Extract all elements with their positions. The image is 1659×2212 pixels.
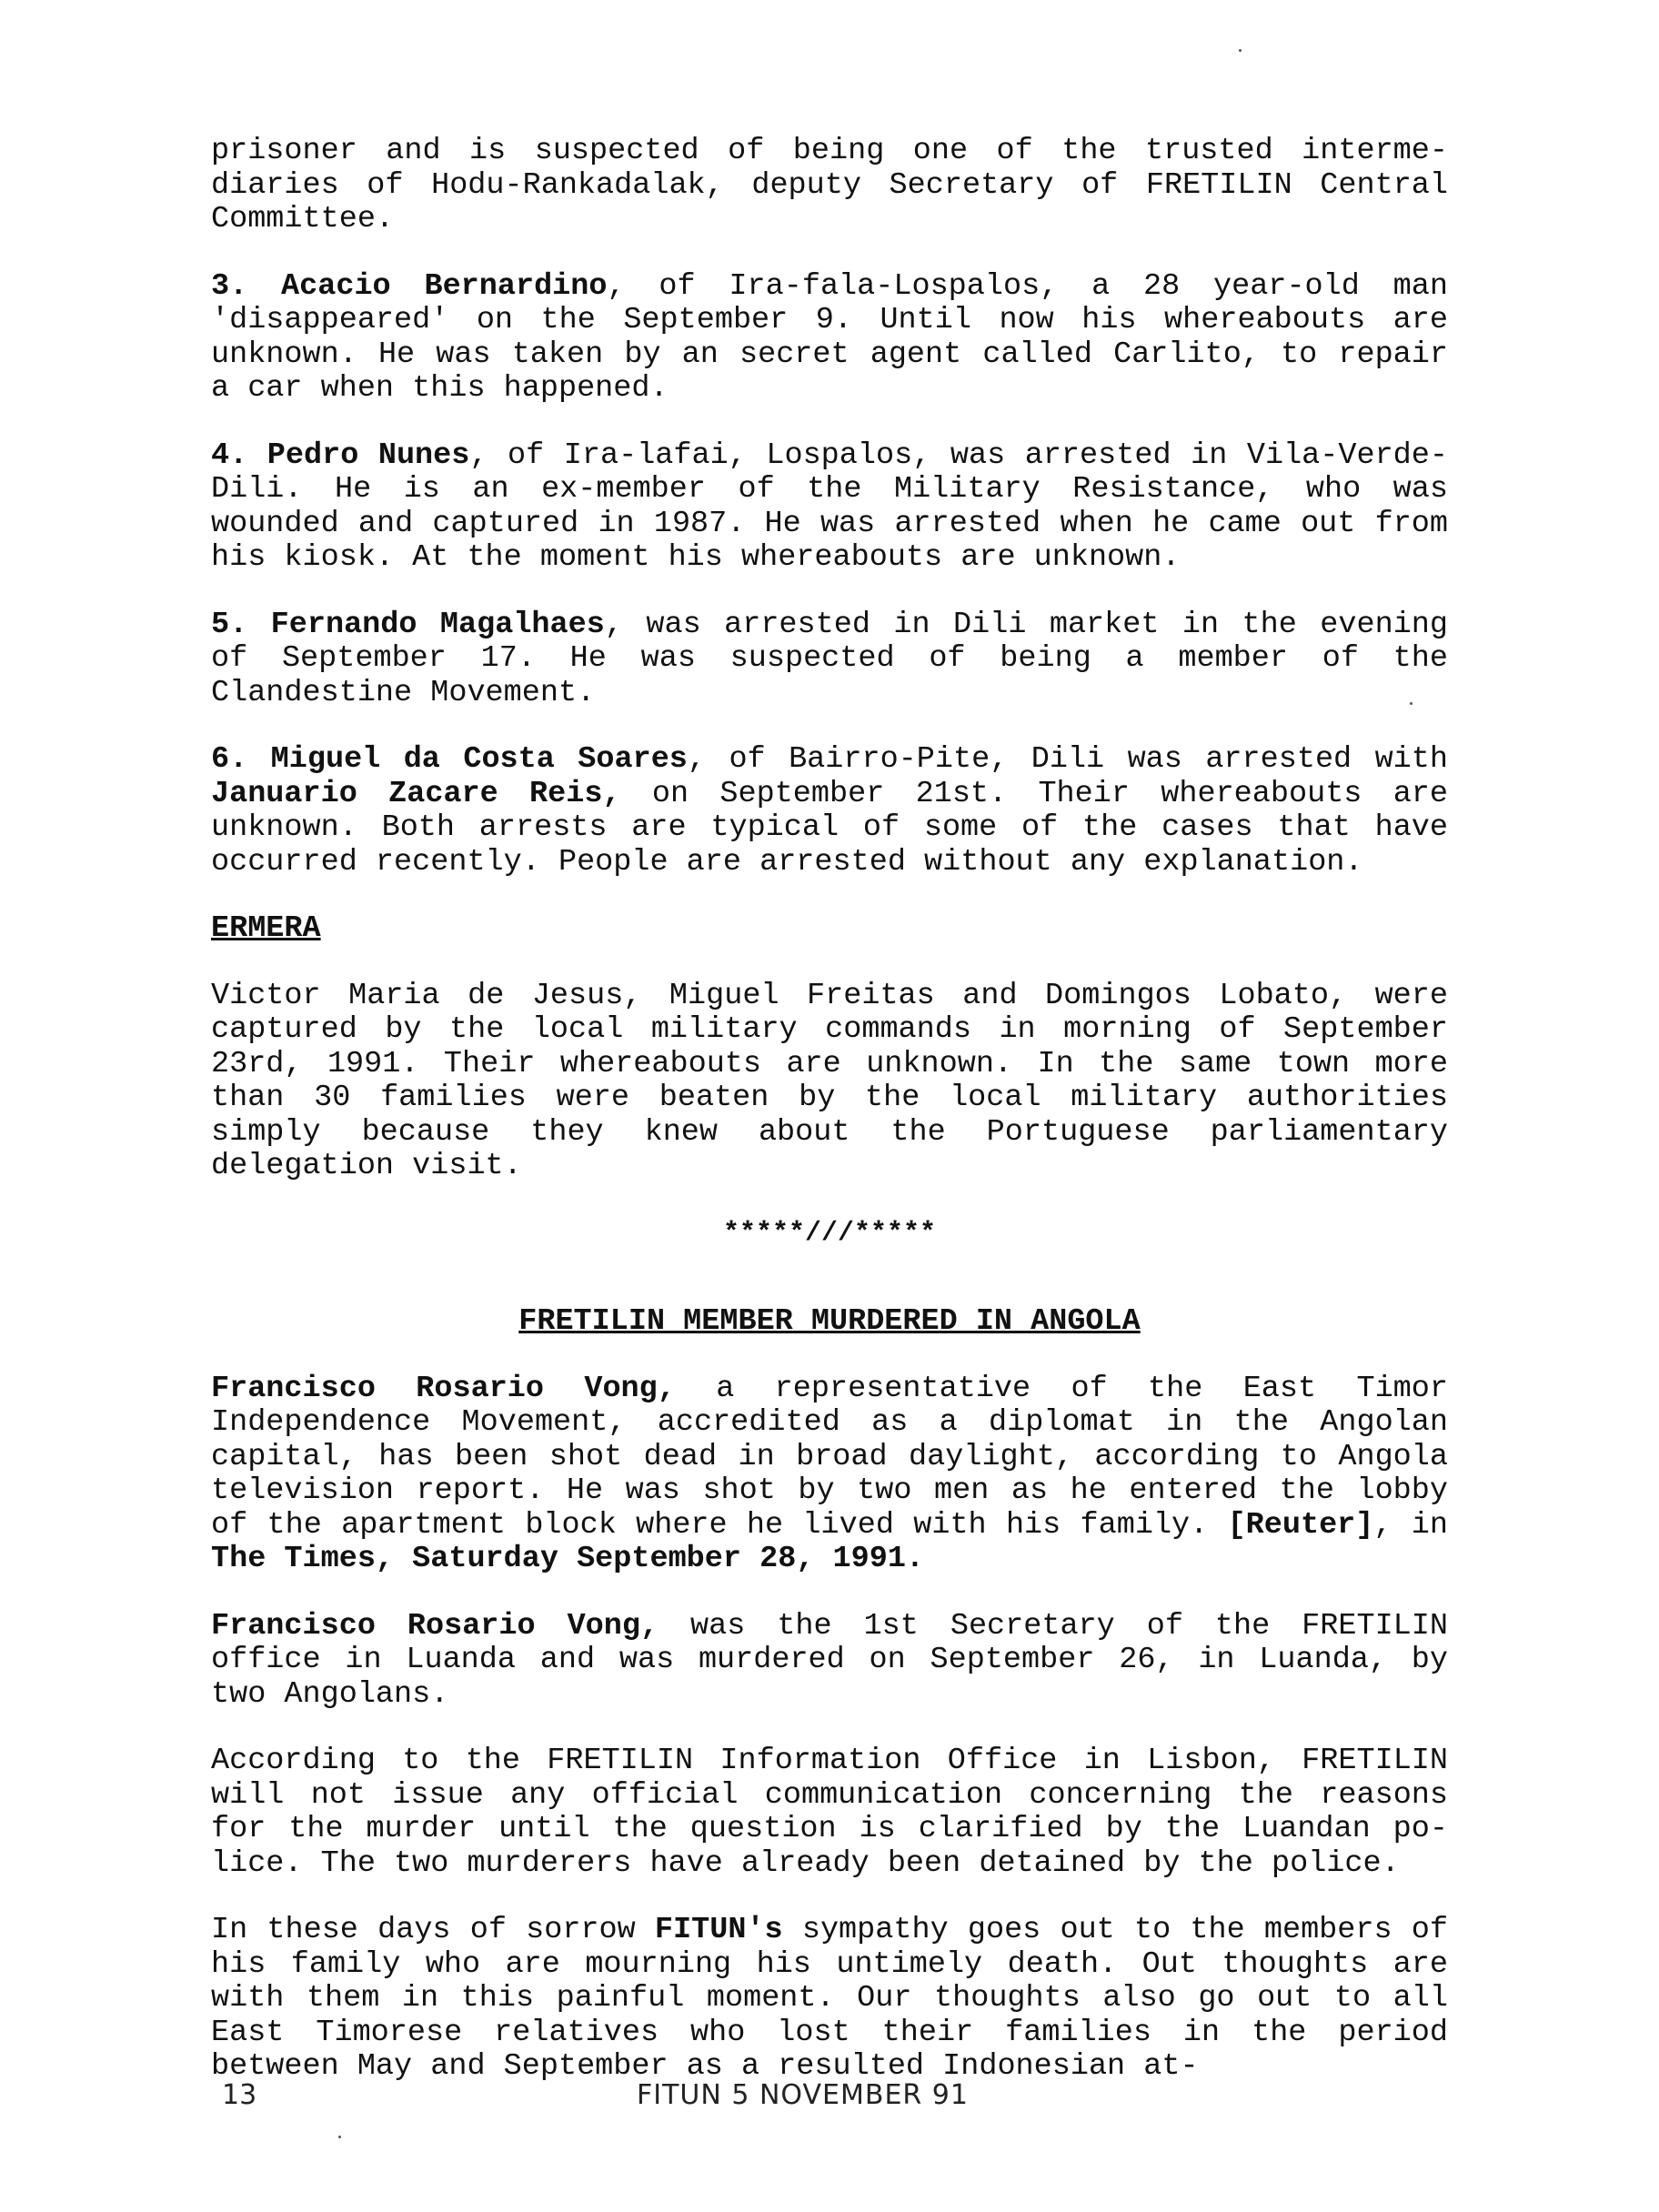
newspaper-citation: The Times, Saturday September 28, 1991. [211, 1542, 925, 1576]
scan-speck [338, 2136, 341, 2138]
page-content [211, 135, 1448, 2085]
paragraph-text: a representative of the East Timor Independence Movement, accredited as a diplomat in the Angolan capital, has been shot dead in broad daylight, according to Angola television report. He was shot by two men as he entered the lobby of the apartment block where he lived with his family. [211, 1371, 1448, 1543]
item-text: on September 21st. Their whereabouts are unknown. Both arrests are typical of some of the cases that have occurred recently. People are arrested without any explanation. [211, 776, 1449, 880]
person-name: Acacio Bernardino [281, 268, 608, 304]
person-name: Francisco Rosario Vong, [211, 1608, 659, 1644]
item-3-paragraph [211, 270, 1448, 407]
paragraph-text: sympathy goes out to the members of his family who are mourning his untimely death. Out thoughts are with them in this painful moment. Our thoughts also go out to all East Timorese relatives who lost their families in the period between May and September as a resulted Indonesian at- [211, 1913, 1448, 2084]
intro-paragraph: prisoner and is suspected of being one of the trusted interme-diaries of Hodu-Rankadalak, deputy Secretary of FRETILIN Central Committee. [211, 134, 1448, 236]
page-number: 13 [222, 2079, 257, 2111]
item-text: , of Ira-lafai, Lospalos, was arrested in Vila-Verde-Dili. He is an ex-member of the Military Resistance, who was wounded and captured in 1987. He was arrested when he came out from his kiosk. At the moment his whereabouts are unknown. [211, 437, 1448, 575]
source-label: [Reuter] [1227, 1507, 1374, 1543]
person-name: Francisco Rosario Vong, [211, 1371, 676, 1406]
paragraph-text: , in [1373, 1507, 1448, 1543]
item-number: 6. [211, 742, 248, 777]
scan-speck [1410, 702, 1413, 705]
article-paragraph-1 [211, 1372, 1448, 1577]
section-separator: *****///***** [722, 1217, 937, 1249]
person-name: Fernando Magalhaes [270, 607, 605, 642]
article-paragraph-4 [211, 1914, 1448, 2085]
item-number: 4. [211, 437, 248, 473]
item-4-paragraph [211, 439, 1448, 576]
ermera-paragraph: Victor Maria de Jesus, Miguel Freitas and Domingos Lobato, were captured by the local military commands in morning of September 23rd, 1991. Their whereabouts are unknown. In the same town more than 30 families were beaten by the local military authorities simply because they knew about the Portuguese parliamentary delegation visit. [211, 978, 1448, 1183]
item-number: 3. [211, 268, 248, 304]
item-text: , was arrested in Dili market in the evening of September 17. He was suspected of being a member of the Clandestine Movement. [211, 607, 1449, 710]
paragraph-text: In these days of sorrow [211, 1913, 655, 1947]
paragraph-text: was the 1st Secretary of the FRETILIN office in Luanda and was murdered on September 26, in Luanda, by two Angolans. [211, 1608, 1448, 1712]
article-paragraph-3: According to the FRETILIN Information Office in Lisbon, FRETILIN will not issue any official communication concerning the reasons for the murder until the question is clarified by the Luandan po-lice. The two murderers have already been detained by the police. [211, 1744, 1448, 1881]
item-5-paragraph [211, 608, 1448, 711]
ermera-heading: ERMERA [211, 911, 321, 946]
item-number: 5. [211, 607, 248, 642]
item-text: , of Bairro-Pite, Dili was arrested with [687, 742, 1448, 777]
organization-name: FITUN's [654, 1913, 783, 1947]
person-name-2: Januario Zacare Reis, [211, 776, 621, 811]
person-name: Pedro Nunes [266, 437, 470, 473]
scan-speck [1239, 49, 1242, 52]
item-6-paragraph [211, 743, 1448, 880]
footer-title: FITUN 5 NOVEMBER 91 [637, 2079, 969, 2111]
person-name: Miguel da Costa Soares [270, 742, 688, 777]
item-text: , of Ira-fala-Lospalos, a 28 year-old man 'disappeared' on the September 9. Until now his whereabouts are unknown. He was taken by an secret agent called Carlito, to repair a car when this happened. [211, 268, 1448, 406]
article-paragraph-2 [211, 1610, 1448, 1713]
article-heading: FRETILIN MEMBER MURDERED IN ANGOLA [518, 1304, 1141, 1339]
